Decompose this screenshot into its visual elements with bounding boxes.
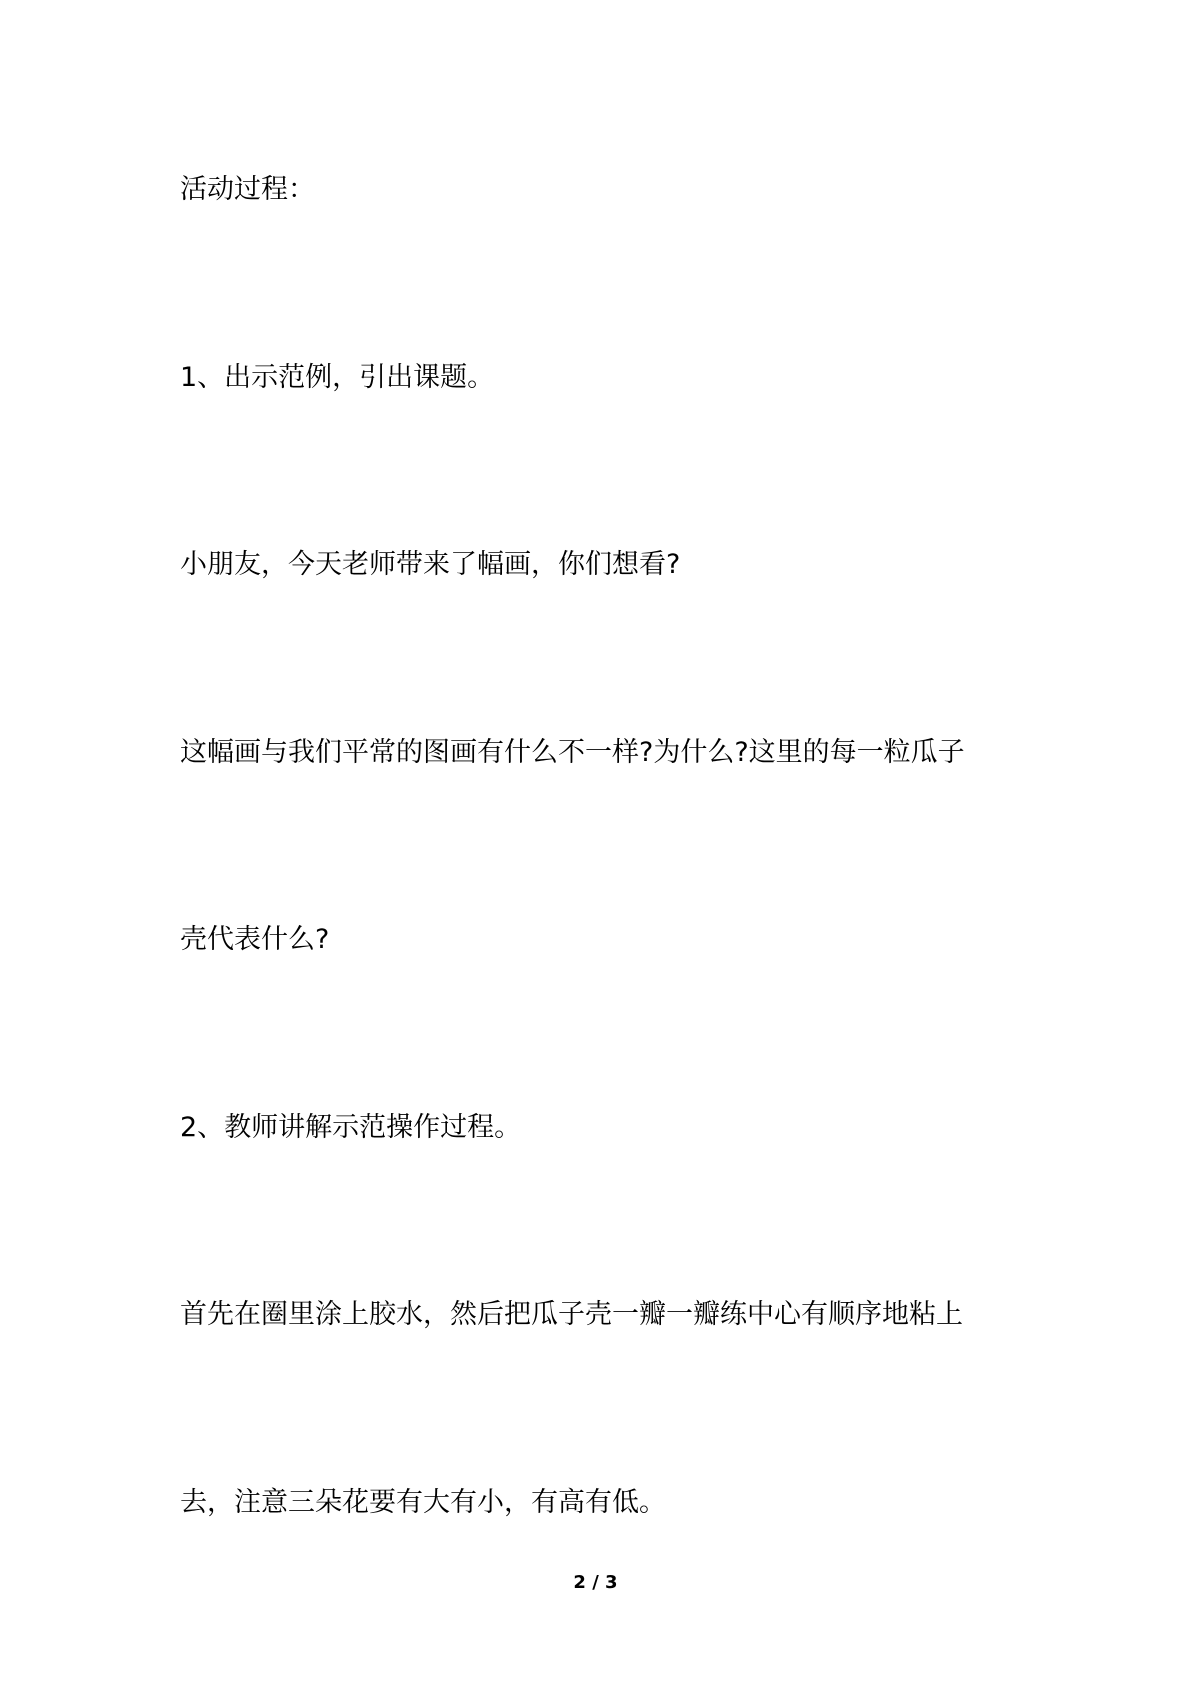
page-number: 2 / 3: [573, 1572, 618, 1593]
step-heading: 2、教师讲解示范操作过程。: [180, 1112, 522, 1143]
paragraph-line: 壳代表什么?: [180, 924, 330, 955]
paragraph-line: 首先在圈里涂上胶水，然后把瓜子壳一瓣一瓣练中心有顺序地粘上: [180, 1299, 963, 1330]
paragraph-line: 小朋友，今天老师带来了幅画，你们想看?: [180, 549, 681, 580]
paragraph-line: 这幅画与我们平常的图画有什么不一样?为什么?这里的每一粒瓜子: [180, 737, 965, 768]
paragraph-line: 去，注意三朵花要有大有小，有高有低。: [180, 1487, 666, 1518]
step-heading: 1、出示范例，引出课题。: [180, 362, 495, 393]
section-heading: 活动过程：: [180, 174, 315, 205]
